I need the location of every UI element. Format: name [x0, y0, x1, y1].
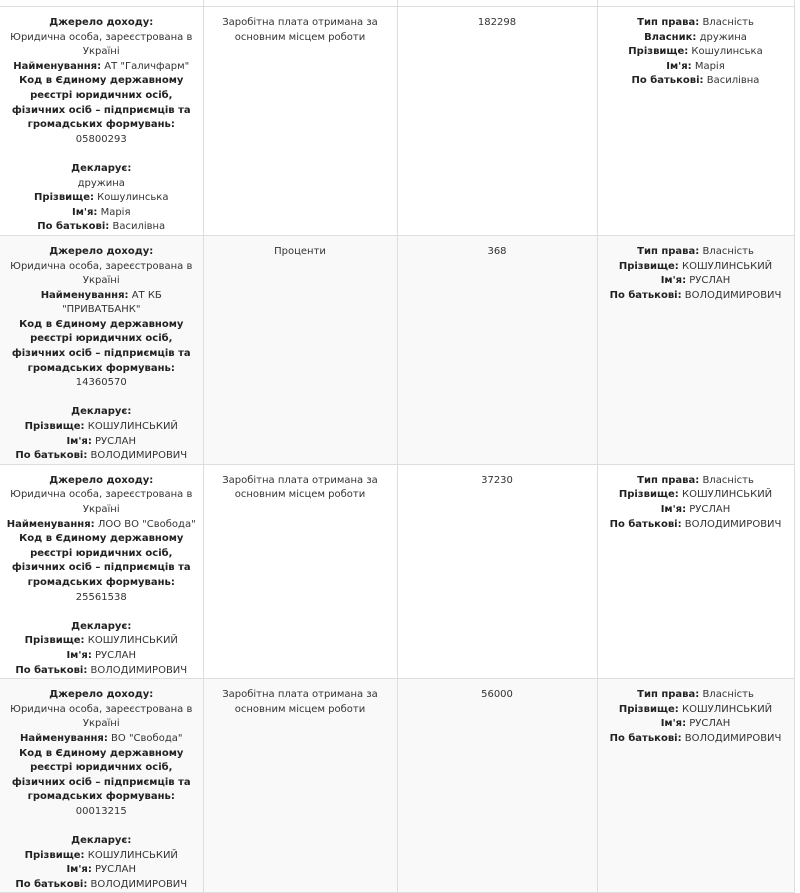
- field-value: АТ КБ "ПРИВАТБАНК": [62, 289, 162, 316]
- income-source-cell: [0, 235, 203, 464]
- field-value: 00013215: [75, 805, 127, 817]
- field-label: Тип права:: [637, 689, 700, 701]
- income-type-cell: Заробітна плата отримана за основним місцем роботи: [203, 679, 397, 893]
- field-value: Марія: [694, 60, 725, 72]
- field-line: [604, 260, 788, 275]
- field-label: Код в Єдиному державному реєстрі юридичних осіб, фізичних осіб – підприємців та громадських формувань:: [11, 75, 191, 131]
- field-label: Найменування:: [13, 60, 102, 72]
- field-label: Ім'я:: [660, 275, 687, 287]
- field-label: По батькові:: [15, 450, 88, 462]
- field-line: [604, 717, 788, 732]
- field-value: Власність: [702, 474, 754, 486]
- field-value: Власність: [702, 17, 754, 28]
- field-value: Юридична особа, зареєстрована в Україні: [10, 260, 193, 287]
- field-line: [6, 245, 197, 260]
- field-label: Прізвище:: [628, 46, 689, 58]
- field-value: ВОЛОДИМИРОВИЧ: [684, 289, 782, 301]
- field-label: Тип права:: [637, 245, 700, 257]
- field-value: КОШУЛИНСЬКИЙ: [87, 421, 178, 433]
- field-value: КОШУЛИНСЬКИЙ: [87, 849, 178, 861]
- field-value: Юридична особа, зареєстрована в Україні: [10, 703, 193, 730]
- field-label: Декларує:: [71, 835, 132, 847]
- income-owner-cell: [597, 235, 794, 464]
- field-label: По батькові:: [609, 732, 682, 744]
- field-value: ВОЛОДИМИРОВИЧ: [90, 664, 188, 676]
- field-line: [604, 703, 788, 718]
- field-line: [604, 245, 788, 260]
- field-label: Ім'я:: [66, 649, 92, 661]
- income-owner-cell: [597, 464, 794, 678]
- field-value: ВОЛОДИМИРОВИЧ: [684, 518, 782, 530]
- field-value: РУСЛАН: [689, 718, 731, 730]
- field-label: Прізвище:: [618, 489, 679, 501]
- field-line: [604, 274, 788, 289]
- field-label: Прізвище:: [24, 421, 85, 433]
- field-label: Прізвище:: [24, 635, 85, 647]
- field-line: [6, 206, 197, 221]
- field-label: Власник:: [644, 31, 697, 43]
- field-label: Тип права:: [637, 17, 700, 28]
- table-row: [0, 464, 794, 678]
- field-line: [604, 474, 788, 489]
- field-label: Найменування:: [40, 289, 129, 301]
- field-value: Власність: [702, 245, 754, 257]
- income-amount-cell: 37230: [397, 464, 597, 678]
- field-value: РУСЛАН: [689, 275, 731, 287]
- field-line: [6, 162, 197, 177]
- field-label: Джерело доходу:: [49, 474, 154, 486]
- field-label: Код в Єдиному державному реєстрі юридичних осіб, фізичних осіб – підприємців та громадських формувань:: [11, 533, 191, 588]
- field-label: Джерело доходу:: [49, 689, 154, 701]
- field-label: Найменування:: [20, 732, 108, 744]
- field-line: [604, 289, 788, 304]
- field-value: ВОЛОДИМИРОВИЧ: [90, 878, 188, 890]
- spacer: [6, 147, 197, 162]
- field-label: Код в Єдиному державному реєстрі юридичних осіб, фізичних осіб – підприємців та громадських формувань:: [11, 747, 191, 803]
- field-line: [604, 45, 788, 60]
- field-value: Власність: [702, 689, 754, 701]
- field-label: Декларує:: [71, 162, 132, 174]
- field-value: дружина: [699, 31, 747, 43]
- field-label: Ім'я:: [660, 504, 687, 515]
- spacer: [6, 605, 197, 620]
- field-value: РУСЛАН: [95, 435, 137, 447]
- income-type-cell: Заробітна плата отримана за основним місцем роботи: [203, 7, 397, 236]
- field-value: ВО "Свобода": [111, 732, 183, 744]
- field-label: Ім'я:: [660, 718, 687, 730]
- field-value: 14360570: [75, 377, 127, 389]
- field-label: Прізвище:: [34, 192, 94, 204]
- income-owner-cell: [597, 679, 794, 893]
- field-value: Кошулинська: [97, 192, 169, 204]
- field-line: [6, 863, 197, 878]
- field-line: [6, 405, 197, 420]
- field-label: По батькові:: [609, 518, 682, 530]
- field-label: Джерело доходу:: [49, 245, 154, 257]
- field-value: Кошулинська: [691, 46, 763, 58]
- field-line: [6, 649, 197, 664]
- field-label: Прізвище:: [24, 849, 85, 861]
- field-value: ВОЛОДИМИРОВИЧ: [90, 450, 188, 462]
- field-line: [6, 532, 197, 605]
- field-line: [6, 220, 197, 235]
- field-label: По батькові:: [609, 289, 682, 301]
- field-line: [6, 449, 197, 464]
- field-line: [6, 849, 197, 864]
- field-value: 05800293: [75, 133, 127, 145]
- field-label: Ім'я:: [72, 206, 98, 218]
- field-line: [6, 289, 197, 318]
- field-line: [6, 620, 197, 635]
- income-source-cell: [0, 679, 203, 893]
- income-owner-cell: [597, 7, 794, 236]
- field-label: Ім'я:: [66, 864, 92, 876]
- income-amount-cell: 182298: [397, 7, 597, 236]
- table-row: [0, 679, 794, 893]
- field-label: Ім'я:: [66, 435, 92, 447]
- spacer: [6, 391, 197, 406]
- field-label: Декларує:: [71, 406, 132, 418]
- table-row: [0, 235, 794, 464]
- field-line: [604, 488, 788, 503]
- field-label: Ім'я:: [666, 60, 692, 72]
- field-line: [6, 420, 197, 435]
- field-line: [604, 16, 788, 31]
- field-line: [604, 518, 788, 533]
- field-label: Код в Єдиному державному реєстрі юридичних осіб, фізичних осіб – підприємців та громадських формувань:: [11, 318, 191, 374]
- field-value: Василівна: [112, 221, 166, 233]
- field-value: Василівна: [706, 75, 760, 87]
- field-line: [6, 732, 197, 747]
- field-line: [6, 834, 197, 849]
- field-value: Юридична особа, зареєстрована в Україні: [10, 31, 193, 58]
- spacer: [6, 819, 197, 834]
- field-line: [6, 74, 197, 147]
- income-source-cell: [0, 464, 203, 678]
- field-label: По батькові:: [37, 221, 110, 233]
- field-label: Тип права:: [637, 474, 700, 486]
- income-type-cell: Проценти: [203, 235, 397, 464]
- field-value: РУСЛАН: [95, 864, 137, 876]
- field-line: [6, 474, 197, 489]
- income-amount-cell: 56000: [397, 679, 597, 893]
- field-value: КОШУЛИНСЬКИЙ: [681, 703, 773, 715]
- field-line: [6, 60, 197, 75]
- income-source-cell: [0, 7, 203, 236]
- field-line: [604, 74, 788, 89]
- field-line: [604, 503, 788, 518]
- field-line: [604, 732, 788, 747]
- field-value: дружина: [77, 177, 125, 189]
- field-line: [604, 60, 788, 75]
- field-label: Прізвище:: [618, 703, 679, 715]
- field-line: [6, 518, 197, 533]
- field-line: [6, 688, 197, 703]
- field-line: [6, 634, 197, 649]
- table-row: [0, 7, 794, 236]
- field-label: По батькові:: [15, 664, 88, 676]
- field-label: Найменування:: [6, 518, 95, 530]
- field-label: Декларує:: [71, 620, 132, 632]
- field-value: РУСЛАН: [689, 504, 731, 515]
- field-value: КОШУЛИНСЬКИЙ: [87, 635, 178, 647]
- field-label: По батькові:: [631, 75, 704, 87]
- field-line: [6, 747, 197, 820]
- field-label: Прізвище:: [618, 260, 679, 272]
- field-value: АТ "Галичфарм": [104, 60, 190, 72]
- field-line: [604, 688, 788, 703]
- field-value: ЛОО ВО "Свобода": [97, 518, 196, 530]
- field-value: КОШУЛИНСЬКИЙ: [681, 489, 773, 501]
- field-value: РУСЛАН: [95, 649, 137, 661]
- field-value: Марія: [100, 206, 131, 218]
- field-line: [6, 318, 197, 391]
- field-label: Джерело доходу:: [49, 17, 154, 28]
- field-value: КОШУЛИНСЬКИЙ: [681, 260, 773, 272]
- field-line: [6, 878, 197, 893]
- field-line: [6, 16, 197, 31]
- field-line: [6, 191, 197, 206]
- field-value: Юридична особа, зареєстрована в Україні: [10, 489, 193, 515]
- field-line: [6, 664, 197, 679]
- income-type-cell: Заробітна плата отримана за основним місцем роботи: [203, 464, 397, 678]
- income-amount-cell: 368: [397, 235, 597, 464]
- field-label: По батькові:: [15, 878, 88, 890]
- field-line: [604, 31, 788, 46]
- field-value: ВОЛОДИМИРОВИЧ: [684, 732, 782, 744]
- field-line: [6, 435, 197, 450]
- field-value: 25561538: [75, 591, 127, 603]
